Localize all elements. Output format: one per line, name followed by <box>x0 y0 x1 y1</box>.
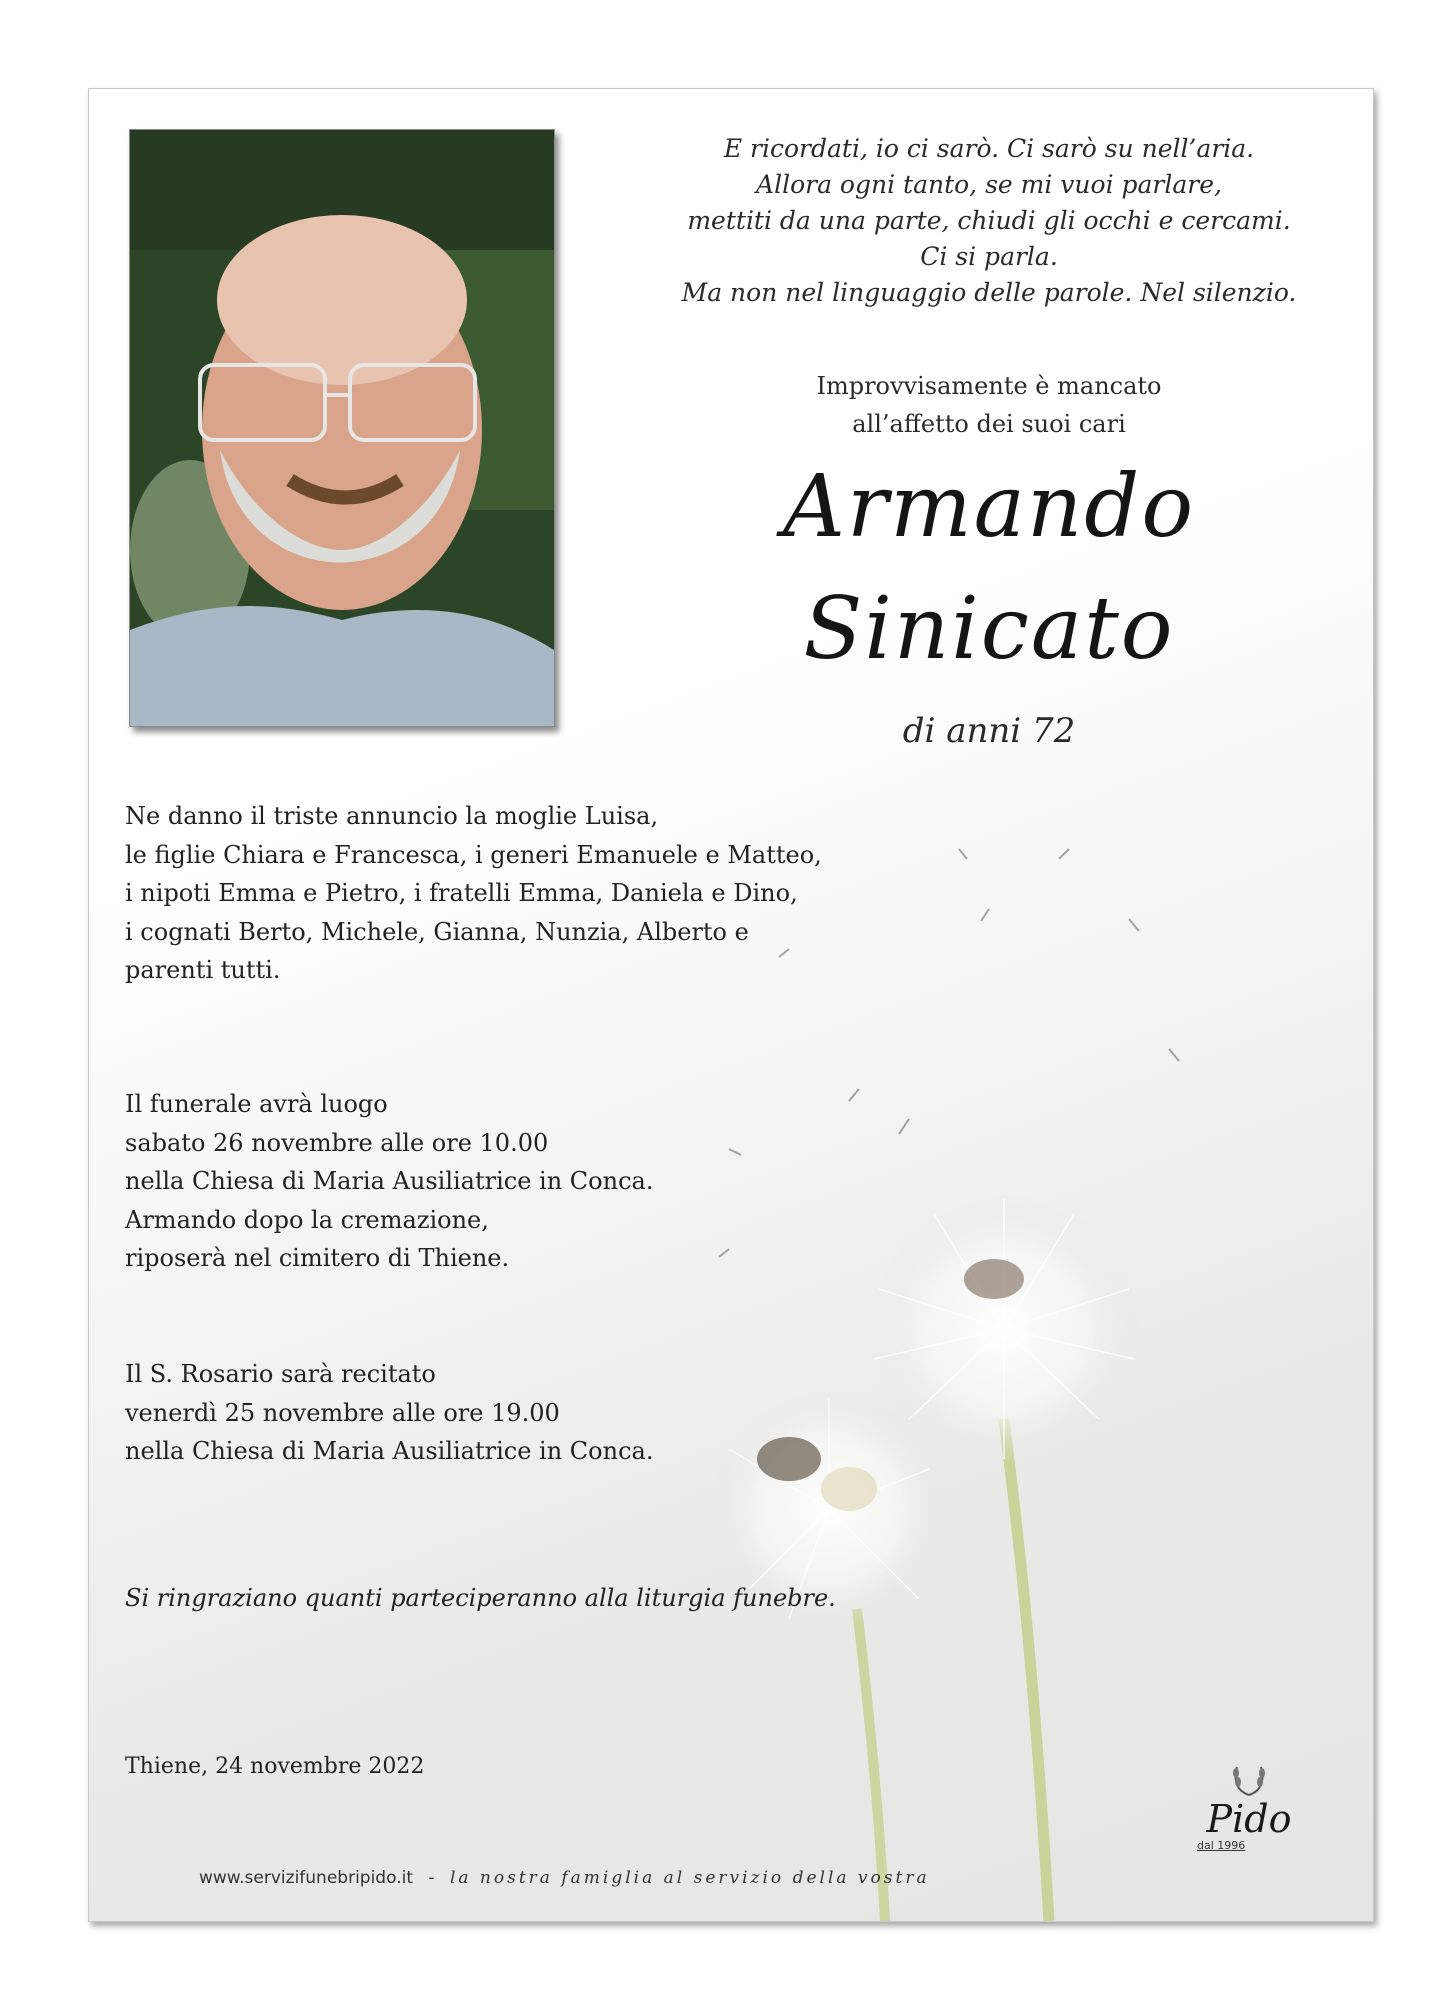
poem-line: mettiti da una parte, chiudi gli occhi e cercami. <box>687 206 1291 235</box>
poem-line: Ma non nel linguaggio delle parole. Nel silenzio. <box>681 278 1297 307</box>
poem <box>619 131 1359 311</box>
funeral-line: sabato 26 novembre alle ore 10.00 <box>125 1128 549 1157</box>
rosary-line: venerdì 25 novembre alle ore 19.00 <box>125 1398 560 1427</box>
funeral-home-logo <box>1189 1763 1309 1883</box>
announcement-line: parenti tutti. <box>125 956 281 984</box>
portrait-photo <box>129 129 555 727</box>
announcement-line: i nipoti Emma e Pietro, i fratelli Emma, Daniela e Dino, <box>125 879 798 907</box>
deceased-age: di anni 72 <box>902 711 1076 751</box>
rosary-line: nella Chiesa di Maria Ausiliatrice in Conca. <box>125 1437 654 1465</box>
footer <box>199 1865 930 1891</box>
funeral-details <box>125 1085 653 1278</box>
rosary-line: Il S. Rosario sarà recitato <box>125 1360 436 1388</box>
thanks-text: Si ringraziano quanti parteciperanno alla liturgia funebre. <box>125 1584 836 1612</box>
funeral-line: Il funerale avrà luogo <box>125 1090 388 1118</box>
deceased-first-name: Armando <box>782 457 1196 557</box>
intro-line: all’affetto dei suoi cari <box>852 410 1126 438</box>
obituary-sheet <box>88 88 1374 1922</box>
poem-line: Ci si parla. <box>920 242 1058 271</box>
logo-brand: Pido <box>1206 1797 1292 1841</box>
funeral-line: nella Chiesa di Maria Ausiliatrice in Conca. <box>125 1167 654 1195</box>
footer-separator: - <box>428 1868 435 1888</box>
announcement-text <box>125 797 822 990</box>
intro-line: Improvvisamente è mancato <box>816 372 1162 400</box>
poem-line: Allora ogni tanto, se mi vuoi parlare, <box>756 170 1222 199</box>
rosary-details <box>125 1355 653 1471</box>
dandelion-stem-right <box>1004 1419 1049 1921</box>
announcement-line: le figlie Chiara e Francesca, i generi Emanuele e Matteo, <box>125 840 822 869</box>
announcement-line: i cognati Berto, Michele, Gianna, Nunzia, Alberto e <box>125 917 749 946</box>
deceased-last-name: Sinicato <box>803 579 1175 679</box>
announcement-line: Ne danno il triste annuncio la moglie Luisa, <box>125 802 659 830</box>
footer-website[interactable]: www.servizifunebripido.it <box>199 1868 413 1888</box>
seed-head-right <box>964 1259 1024 1299</box>
place-date: Thiene, 24 novembre 2022 <box>125 1754 425 1779</box>
laurel-icon <box>1229 1763 1269 1797</box>
funeral-line: Armando dopo la cremazione, <box>125 1205 489 1234</box>
seed-head-left <box>757 1437 821 1481</box>
poem-line: E ricordati, io ci sarò. Ci sarò su nell’aria. <box>723 134 1255 163</box>
funeral-line: riposerà nel cimitero di Thiene. <box>125 1244 510 1272</box>
footer-motto: la nostra famiglia al servizio della vostra <box>449 1868 930 1888</box>
intro-text <box>649 367 1329 443</box>
logo-since: dal 1996 <box>1197 1839 1246 1852</box>
